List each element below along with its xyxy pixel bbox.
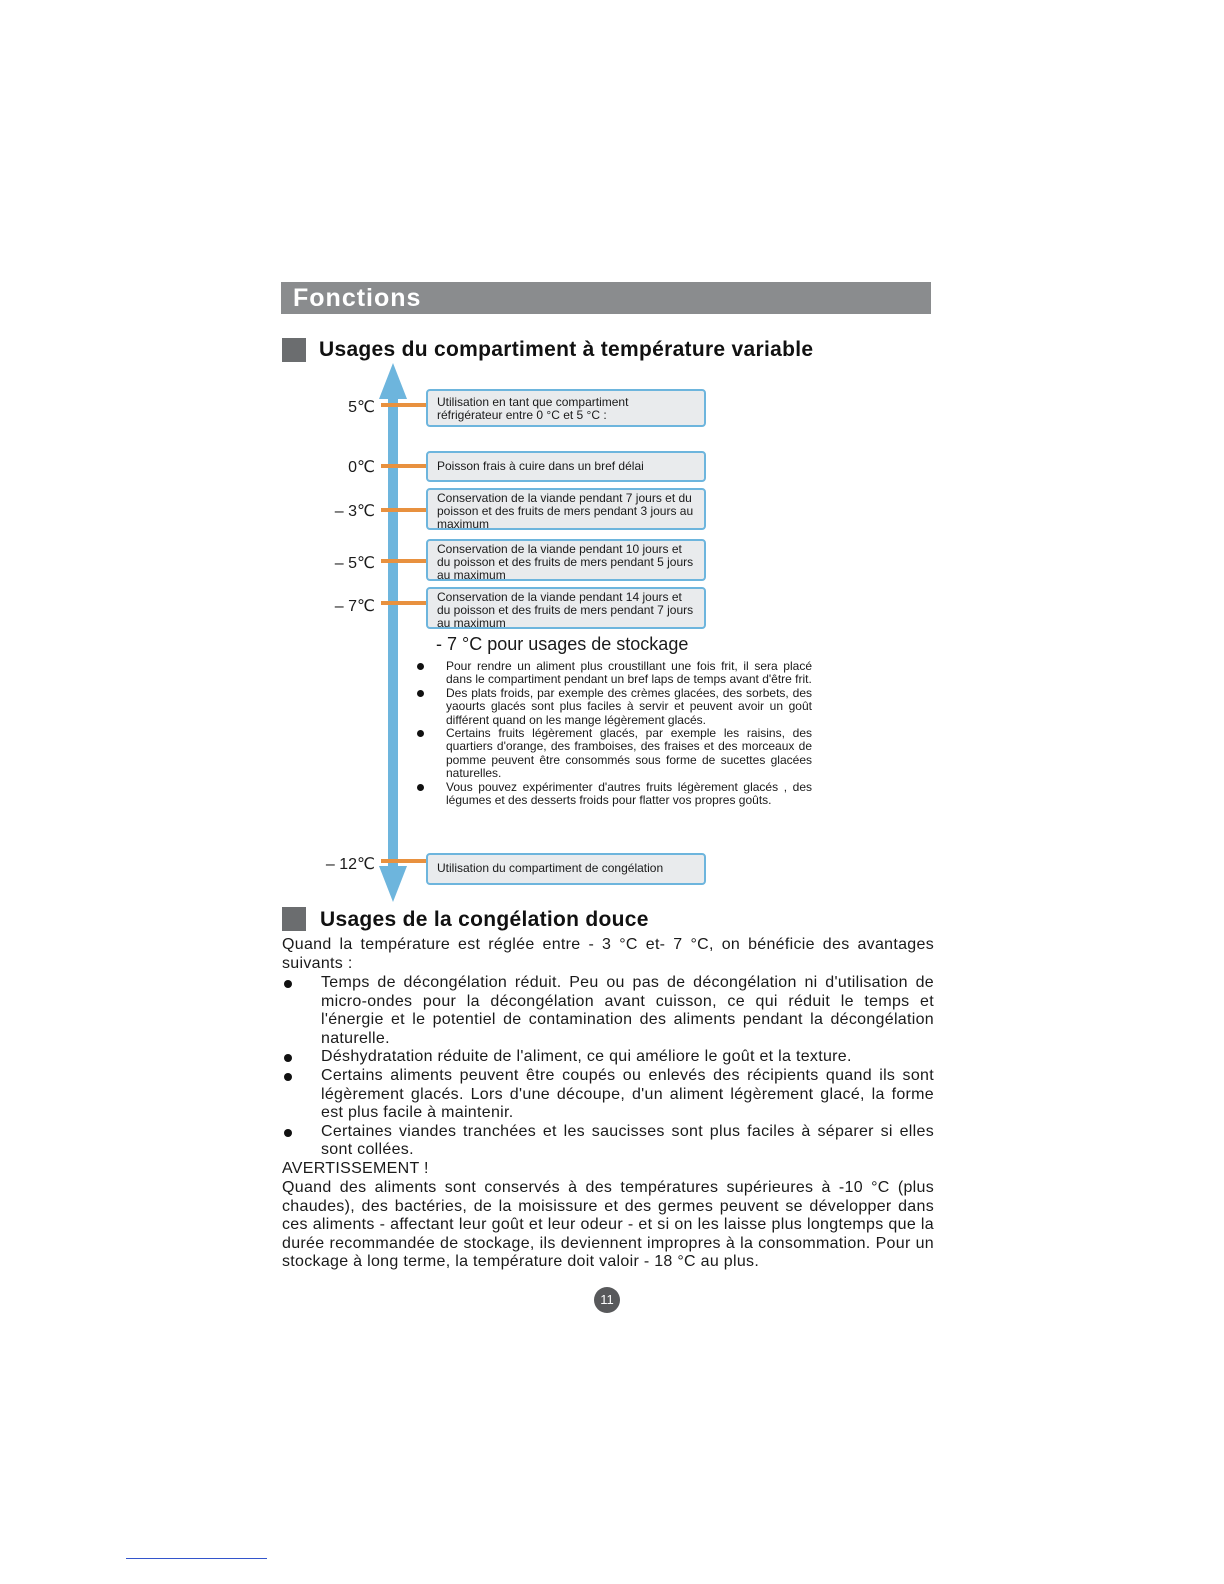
warning-title: AVERTISSEMENT ! [282, 1160, 429, 1177]
section-marker-icon [282, 907, 306, 931]
list-item: Des plats froids, par exemple des crèmes glacées, des sorbets, des yaourts glacés sont plus faciles à servir et peuvent avoir un goût différent quand on les mange légèrement glacés. [414, 687, 812, 727]
intro-paragraph: Quand la température est réglée entre - 3 °C et- 7 °C, on bénéficie des avantages suivants : [282, 936, 934, 972]
section-marker-icon [282, 338, 306, 362]
list-item: Vous pouvez expérimenter d'autres fruits légèrement glacés , des légumes et des desserts froids pour flatter vos propres goûts. [414, 781, 812, 808]
storage-title: - 7 °C pour usages de stockage [436, 634, 689, 654]
tick-mark [381, 559, 426, 563]
tick-mark [381, 601, 426, 605]
bullet-icon [417, 690, 424, 697]
temp-box: Conservation de la viande pendant 10 jours et du poisson et des fruits de mers pendant 5 jours au maximum [426, 539, 706, 581]
temp-box: Conservation de la viande pendant 14 jours et du poisson et des fruits de mers pendant 7 jours au maximum [426, 587, 706, 629]
benefits-list [282, 974, 934, 1160]
arrow-up-icon [379, 363, 407, 399]
temp-box: Poisson frais à cuire dans un bref délai [426, 451, 706, 482]
list-item: Certains aliments peuvent être coupés ou enlevés des récipients quand ils sont légèrement glacés. Lors d'une découpe, d'un aliment légèrement glacé, la forme est plus facile à maintenir. [282, 1067, 934, 1123]
bullet-icon [284, 1129, 292, 1137]
bullet-icon [284, 1054, 292, 1062]
temp-label: 0℃ [348, 459, 375, 476]
list-item: Pour rendre un aliment plus croustillant une fois frit, il sera placé dans le compartiment pendant un bref laps de temps avant d'être frit. [414, 660, 812, 687]
tick-mark [381, 508, 426, 512]
temp-box: Conservation de la viande pendant 7 jours et du poisson et des fruits de mers pendant 3 jours au maximum [426, 488, 706, 530]
section-title-soft-freeze: Usages de la congélation douce [320, 908, 649, 931]
temp-box: Utilisation du compartiment de congélation [426, 853, 706, 885]
bullet-icon [284, 1073, 292, 1081]
tick-mark [381, 464, 426, 468]
list-item: Certains fruits légèrement glacés, par exemple les raisins, des quartiers d'orange, des framboises, des fraises et des morceaux de pomme peuvent être consommés sous forme de sucettes glacées naturelles. [414, 727, 812, 781]
temp-label: – 12℃ [325, 856, 375, 873]
page-number: 11 [594, 1287, 620, 1313]
header-bar [281, 282, 931, 314]
storage-list [414, 660, 812, 807]
tick-mark [381, 859, 426, 863]
section-title-variable-compartment: Usages du compartiment à température variable [319, 338, 814, 361]
tick-mark [381, 403, 426, 407]
bullet-icon [284, 980, 292, 988]
temp-label: 5℃ [348, 399, 375, 416]
list-item: Temps de décongélation réduit. Peu ou pas de décongélation ni d'utilisation de micro-ondes pour la décongélation avant cuisson, ce qui réduit le temps et l'énergie et le potentiel de contamination des aliments pendant la décongélation naturelle. [282, 974, 934, 1048]
list-item: Certaines viandes tranchées et les saucisses sont plus faciles à séparer si elles sont collées. [282, 1123, 934, 1160]
bullet-icon [417, 730, 424, 737]
bullet-icon [417, 663, 424, 670]
bullet-icon [417, 784, 424, 791]
temp-label: – 5℃ [334, 555, 375, 572]
page-title: Fonctions [293, 284, 422, 312]
arrow-down-icon [379, 866, 407, 902]
temp-box: Utilisation en tant que compartiment réfrigérateur entre 0 °C et 5 °C : [426, 389, 706, 427]
list-item: Déshydratation réduite de l'aliment, ce qui améliore le goût et la texture. [282, 1048, 934, 1067]
temp-label: – 7℃ [334, 598, 375, 615]
warning-paragraph: Quand des aliments sont conservés à des températures supérieures à -10 °C (plus chaudes), des bactéries, de la moisissure et des germes peuvent se développer dans ces aliments - affectant leur goût et leur odeur - et si on les laisse plus longtemps que la durée recommandée de stockage, ils deviennent impropres à la consommation. Pour un stockage à long terme, la température doit valoir - 18 °C au plus. [282, 1179, 934, 1271]
temp-label: – 3℃ [334, 503, 375, 520]
footnote-divider [126, 1558, 267, 1559]
